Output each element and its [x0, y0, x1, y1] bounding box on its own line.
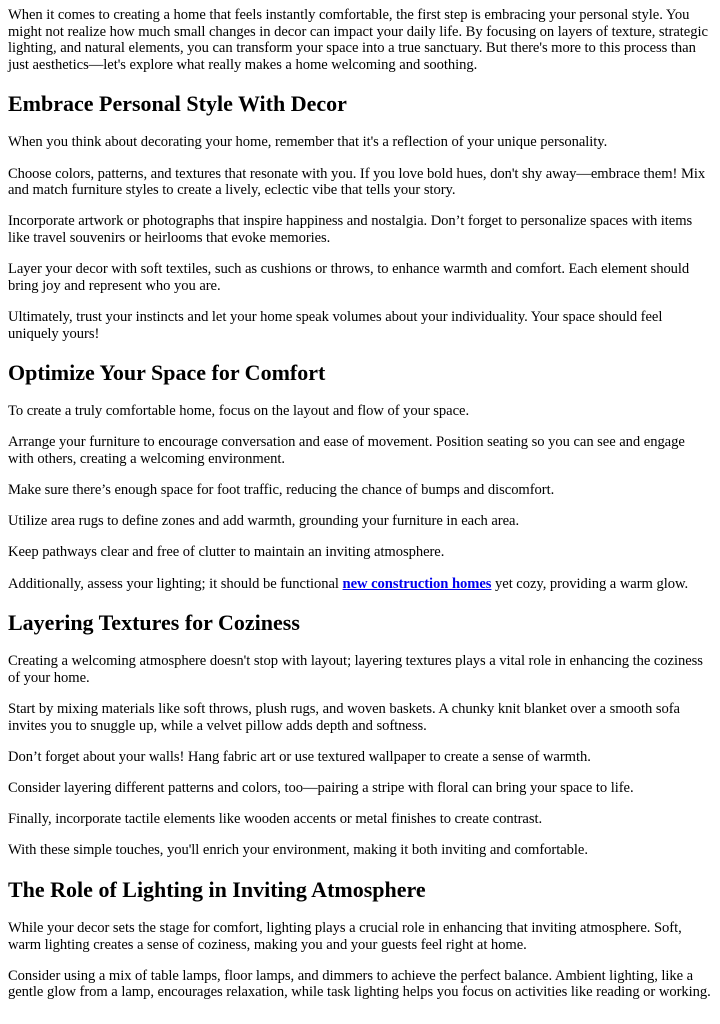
- paragraph: Start by mixing materials like soft throws, plush rugs, and woven baskets. A chunky knit blanket over a smooth sofa invites you to snuggle up, while a velvet pillow adds depth and softness.: [8, 701, 680, 734]
- paragraph: Make sure there’s enough space for foot traffic, reducing the chance of bumps and discomfort.: [8, 482, 555, 499]
- paragraph: Ultimately, trust your instincts and let your home speak volumes about your individuality. Your space should feel uniquely yours!: [8, 308, 663, 342]
- paragraph: Consider layering different patterns and colors, too—pairing a stripe with floral can bring your space to life.: [8, 779, 634, 796]
- paragraph-with-link: [8, 576, 712, 593]
- section-heading-lighting: The Role of Lighting in Inviting Atmosphere: [8, 876, 426, 902]
- paragraph: Choose colors, patterns, and textures that resonate with you. If you love bold hues, don't shy away—embrace them! Mix and match furniture styles to create a lively, eclectic vibe that tells your story.: [8, 165, 706, 199]
- section-heading-layering-textures: Layering Textures for Coziness: [8, 610, 300, 636]
- paragraph: Consider using a mix of table lamps, floor lamps, and dimmers to achieve the perfect balance. Ambient lighting, like a gentle glow from a lamp, encourages relaxation, while task lighting helps you focus on activities like reading or working.: [8, 967, 711, 1001]
- article: [0, 7, 720, 1001]
- paragraph: Finally, incorporate tactile elements like wooden accents or metal finishes to create contrast.: [8, 811, 543, 828]
- paragraph: To create a truly comfortable home, focus on the layout and flow of your space.: [8, 403, 470, 420]
- new-construction-homes-link[interactable]: new construction homes: [342, 575, 492, 592]
- paragraph: Arrange your furniture to encourage conversation and ease of movement. Position seating so you can see and engage with others, creating a welcoming environment.: [8, 434, 685, 467]
- section-heading-optimize-space: Optimize Your Space for Comfort: [8, 360, 326, 386]
- link-paragraph-before: Additionally, assess your lighting; it should be functional: [8, 575, 343, 592]
- paragraph: With these simple touches, you'll enrich your environment, making it both inviting and comfortable.: [8, 842, 588, 859]
- paragraph: When you think about decorating your home, remember that it's a reflection of your unique personality.: [8, 134, 608, 151]
- paragraph: Don’t forget about your walls! Hang fabric art or use textured wallpaper to create a sense of warmth.: [8, 748, 591, 765]
- paragraph: Keep pathways clear and free of clutter to maintain an inviting atmosphere.: [8, 544, 445, 561]
- paragraph: Utilize area rugs to define zones and add warmth, grounding your furniture in each area.: [8, 513, 520, 530]
- link-paragraph-after: yet cozy, providing a warm glow.: [491, 575, 689, 592]
- section-heading-personal-style: Embrace Personal Style With Decor: [8, 91, 347, 117]
- paragraph: Creating a welcoming atmosphere doesn't stop with layout; layering textures plays a vital role in enhancing the coziness of your home.: [8, 653, 703, 686]
- intro-paragraph: When it comes to creating a home that feels instantly comfortable, the first step is embracing your personal style. You might not realize how much small changes in decor can impact your daily life. By focusing on layers of texture, strategic lighting, and natural elements, you can transform your space into a true sanctuary. But there's more to this process than just aesthetics—let's explore what really makes a home welcoming and soothing.: [8, 7, 708, 73]
- paragraph: Incorporate artwork or photographs that inspire happiness and nostalgia. Don’t forget to personalize spaces with items like travel souvenirs or heirlooms that evoke memories.: [8, 213, 693, 246]
- paragraph: While your decor sets the stage for comfort, lighting plays a crucial role in enhancing that inviting atmosphere. Soft, warm lighting creates a sense of coziness, making you and your guests feel right at home.: [8, 919, 682, 953]
- paragraph: Layer your decor with soft textiles, such as cushions or throws, to enhance warmth and comfort. Each element should bring joy and represent who you are.: [8, 261, 690, 294]
